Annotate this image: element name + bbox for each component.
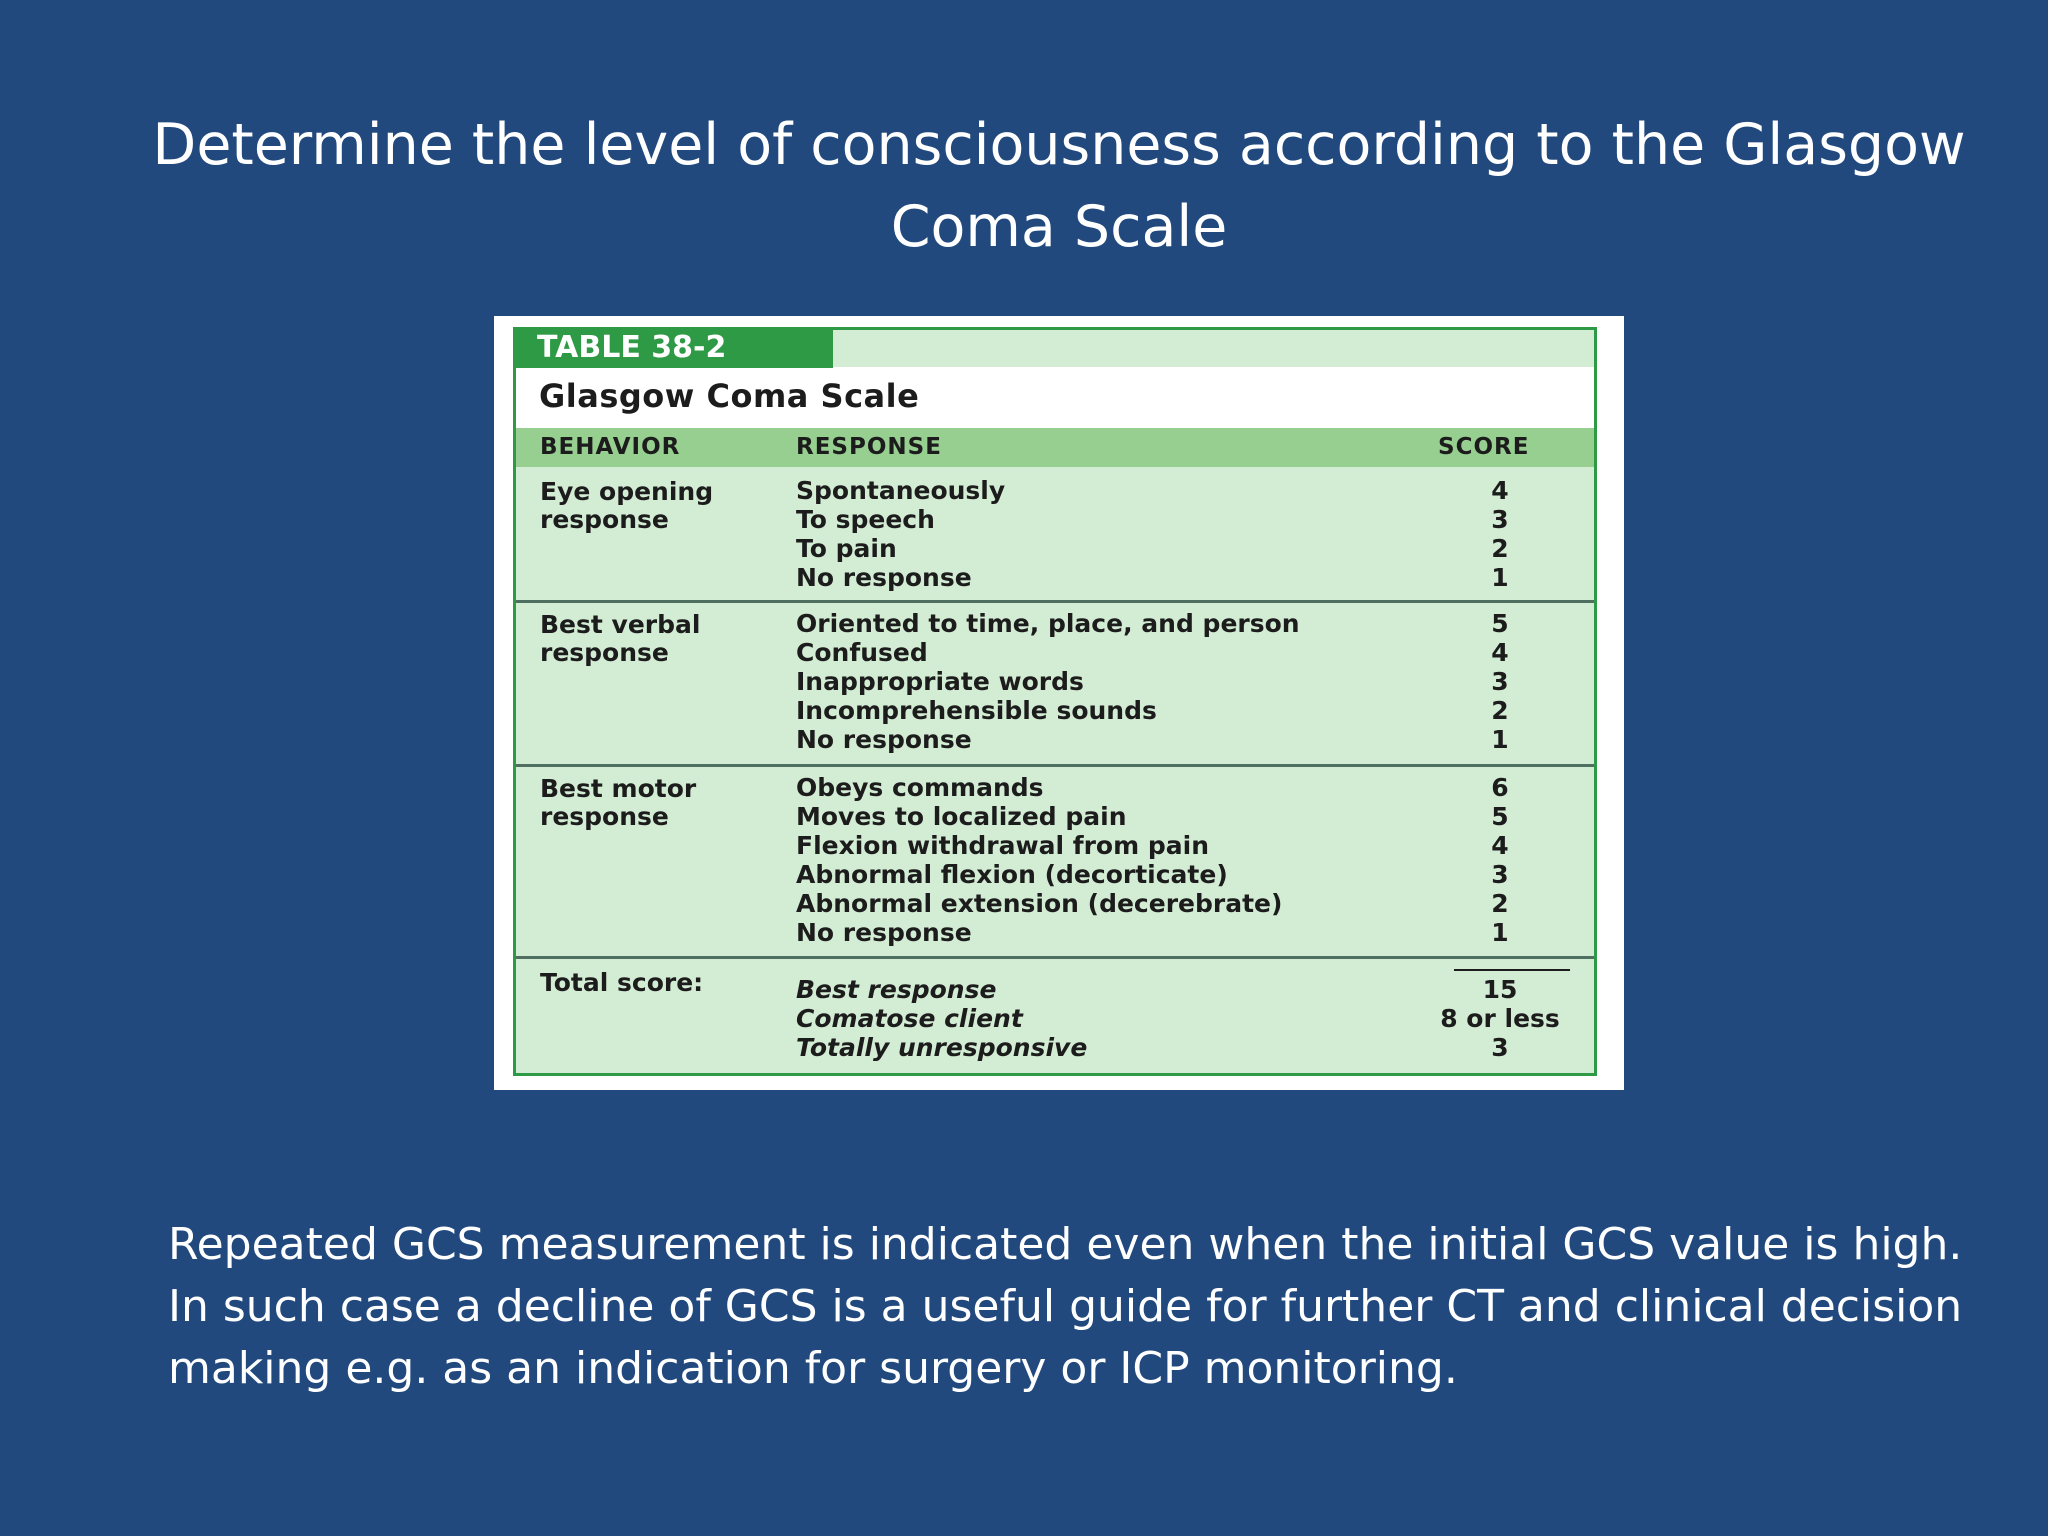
section-motor [516, 764, 1594, 955]
response-item: Spontaneously [796, 476, 1006, 505]
score-list [1436, 773, 1564, 947]
response-list [796, 975, 1396, 1062]
response-item: Totally unresponsive [796, 1033, 1088, 1062]
response-item: Inappropriate words [796, 667, 1084, 696]
response-item: Abnormal flexion (decorticate) [796, 860, 1228, 889]
table-name: Glasgow Coma Scale [539, 377, 920, 415]
response-list [796, 476, 1396, 592]
score-value: 1 [1491, 563, 1509, 592]
behavior-label: Eye opening response [540, 477, 714, 534]
total-rule [1454, 969, 1570, 971]
behavior-label: Best motor response [540, 774, 697, 831]
score-value: 5 [1491, 609, 1509, 638]
response-item: No response [796, 918, 972, 947]
score-value: 2 [1491, 889, 1509, 918]
score-list [1436, 975, 1564, 1062]
score-value: 6 [1491, 773, 1509, 802]
section-eye-opening [516, 472, 1594, 600]
header-score: SCORE [1438, 434, 1530, 460]
section-total [516, 956, 1594, 1077]
response-item: Flexion withdrawal from pain [796, 831, 1209, 860]
response-item: Comatose client [796, 1004, 1023, 1033]
score-value: 1 [1491, 725, 1509, 754]
response-item: Obeys commands [796, 773, 1044, 802]
score-value: 1 [1491, 918, 1509, 947]
gcs-table [513, 327, 1597, 1076]
table-tag: TABLE 38-2 [513, 328, 833, 368]
response-item: To pain [796, 534, 897, 563]
response-item: No response [796, 725, 972, 754]
response-list [796, 773, 1396, 947]
score-value: 4 [1491, 476, 1509, 505]
response-item: Incomprehensible sounds [796, 696, 1157, 725]
score-value: 2 [1491, 534, 1509, 563]
response-item: Abnormal extension (decerebrate) [796, 889, 1283, 918]
response-item: No response [796, 563, 972, 592]
slide-title: Determine the level of consciousness according to the Glasgow Coma Scale [152, 112, 1966, 260]
response-item: Confused [796, 638, 928, 667]
response-item: Oriented to time, place, and person [796, 609, 1300, 638]
score-value: 4 [1491, 831, 1509, 860]
behavior-label: Best verbal response [540, 610, 701, 667]
score-value: 5 [1491, 802, 1509, 831]
header-behavior: BEHAVIOR [540, 434, 681, 460]
behavior-label: Total score: [540, 968, 704, 997]
response-item: Moves to localized pain [796, 802, 1127, 831]
score-value: 15 [1482, 975, 1518, 1004]
score-value: 8 or less [1440, 1004, 1560, 1033]
section-verbal [516, 600, 1594, 763]
slide-footnote: Repeated GCS measurement is indicated even when the initial GCS value is high. In such case a decline of GCS is a useful guide for further CT and clinical decision making e.g. as an indication for surgery or ICP monitoring. [168, 1219, 1963, 1394]
response-list [796, 609, 1396, 754]
score-list [1436, 476, 1564, 592]
header-response: RESPONSE [796, 434, 942, 460]
response-item: To speech [796, 505, 935, 534]
score-value: 4 [1491, 638, 1509, 667]
response-item: Best response [796, 975, 997, 1004]
score-list [1436, 609, 1564, 754]
gcs-table-figure [494, 316, 1624, 1090]
score-value: 3 [1491, 860, 1509, 889]
table-header-row [516, 428, 1594, 467]
score-value: 3 [1491, 505, 1509, 534]
score-value: 3 [1491, 1033, 1509, 1062]
score-value: 2 [1491, 696, 1509, 725]
score-value: 3 [1491, 667, 1509, 696]
